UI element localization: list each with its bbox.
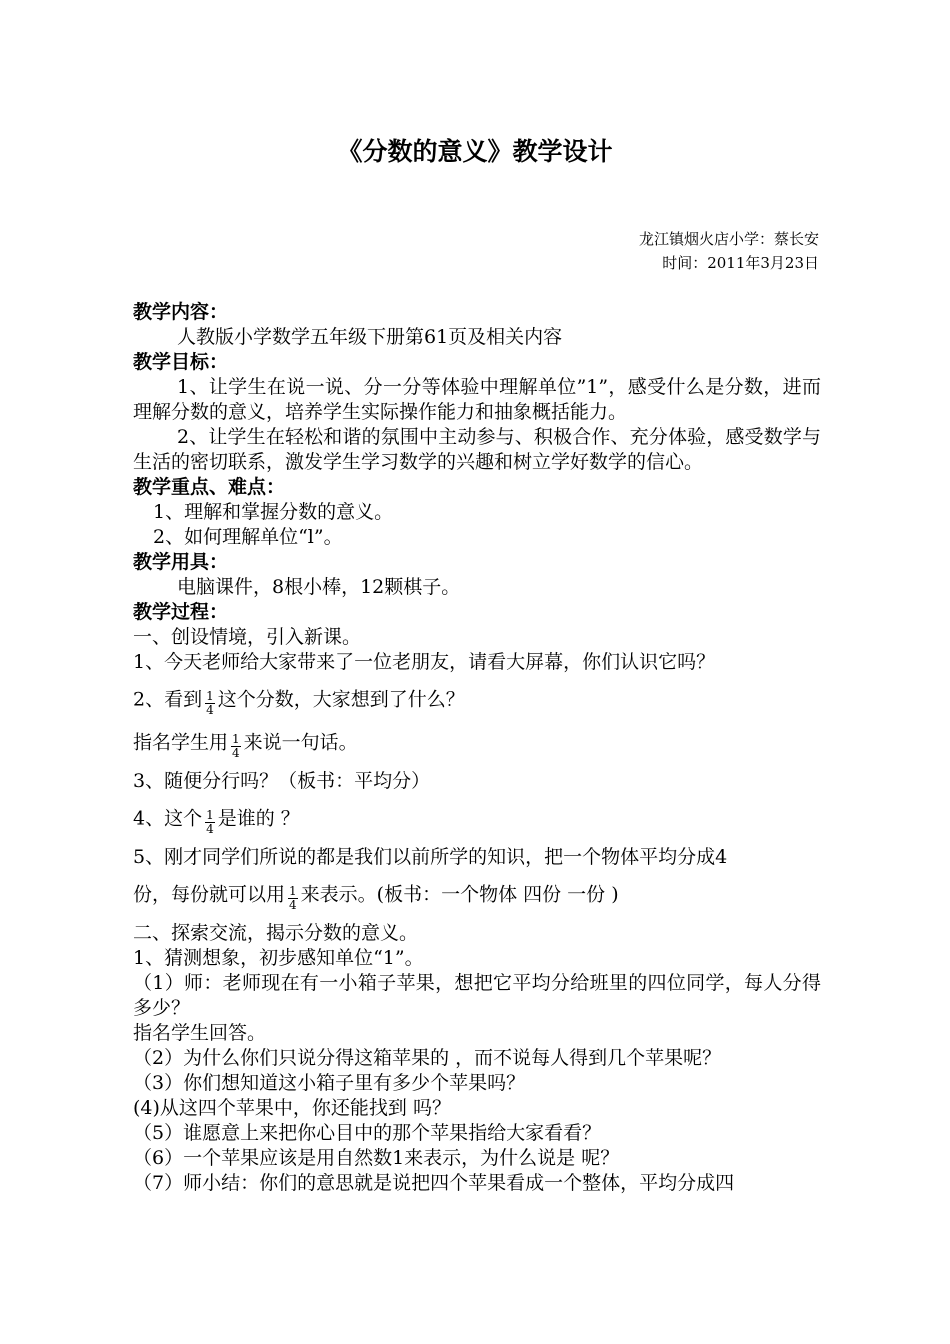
question-6: （6）一个苹果应该是用自然数1来表示，为什么说是 呢？ [133, 1147, 620, 1169]
process-step-5-line2: 份，每份就可以用 $\frac{1}{4}$ 来表示。(板书：一个物体 四份 一份 ) [133, 883, 619, 912]
date-line: 时间：2011年3月23日 [662, 254, 819, 272]
process-step-3: 3、随便分行吗？（板书：平均分） [133, 770, 431, 792]
heading-content: 教学内容： [133, 301, 229, 323]
fraction-one-quarter: $\frac{1}{4}$ [206, 808, 214, 836]
question-1: （1）师：老师现在有一小箱子苹果，想把它平均分给班里的四位同学，每人分得多少？ [133, 972, 821, 1019]
heading-goals: 教学目标： [133, 351, 229, 373]
goal-2: 2、让学生在轻松和谐的氛围中主动参与、积极合作、充分体验，感受数学与生活的密切联系，激发学生学习数学的兴趣和树立学好数学的信心。 [133, 426, 821, 473]
process-step-2: 2、看到 $\frac{1}{4}$ 这个分数，大家想到了什么？ [133, 688, 465, 717]
heading-process: 教学过程： [133, 601, 229, 623]
question-7: （7）师小结：你们的意思就是说把四个苹果看成一个整体，平均分成四 [133, 1172, 735, 1194]
document-title: 《分数的意义》教学设计 [337, 137, 613, 166]
question-4: (4)从这四个苹果中，你还能找到 吗？ [133, 1097, 451, 1119]
key-point-2: 2、如何理解单位“l”。 [153, 526, 343, 548]
process-step-5-line1: 5、刚才同学们所说的都是我们以前所学的知识，把一个物体平均分成4 [133, 846, 728, 868]
fraction-one-quarter: $\frac{1}{4}$ [206, 689, 214, 717]
tools-text: 电脑课件，8根小棒，12颗棋子。 [177, 576, 461, 598]
document-body [133, 300, 821, 1196]
question-5: （5）谁愿意上来把你心目中的那个苹果指给大家看看？ [133, 1122, 602, 1144]
process-step-1: 1、今天老师给大家带来了一位老朋友，请看大屏幕，你们认识它吗？ [133, 651, 716, 673]
question-3: （3）你们想知道这小箱子里有多少个苹果吗？ [133, 1072, 526, 1094]
heading-key-points: 教学重点、难点： [133, 476, 286, 498]
fraction-one-quarter: $\frac{1}{4}$ [289, 884, 297, 912]
question-1b: 指名学生回答。 [133, 1022, 267, 1044]
key-point-1: 1、理解和掌握分数的意义。 [153, 501, 394, 523]
fraction-one-quarter: $\frac{1}{4}$ [232, 732, 240, 760]
part1-title: 一、创设情境，引入新课。 [133, 626, 362, 648]
question-2: （2）为什么你们只说分得这箱苹果的 ，而不说每人得到几个苹果呢？ [133, 1047, 722, 1069]
goal-1: 1、让学生在说一说、分一分等体验中理解单位”1”，感受什么是分数，进而理解分数的意义，培养学生实际操作能力和抽象概括能力。 [133, 376, 821, 423]
author-line: 龙江镇烟火店小学：蔡长安 [638, 230, 819, 248]
process-step-4: 4、这个 $\frac{1}{4}$ 是谁的 ？ [133, 807, 300, 836]
content-text: 人教版小学数学五年级下册第61页及相关内容 [177, 326, 563, 348]
heading-tools: 教学用具： [133, 551, 229, 573]
part2-title: 二、探索交流，揭示分数的意义。 [133, 922, 419, 944]
question-0: 1、猜测想象，初步感知单位“1”。 [133, 947, 424, 969]
process-step-2b: 指名学生用 $\frac{1}{4}$ 来说一句话。 [133, 731, 358, 760]
